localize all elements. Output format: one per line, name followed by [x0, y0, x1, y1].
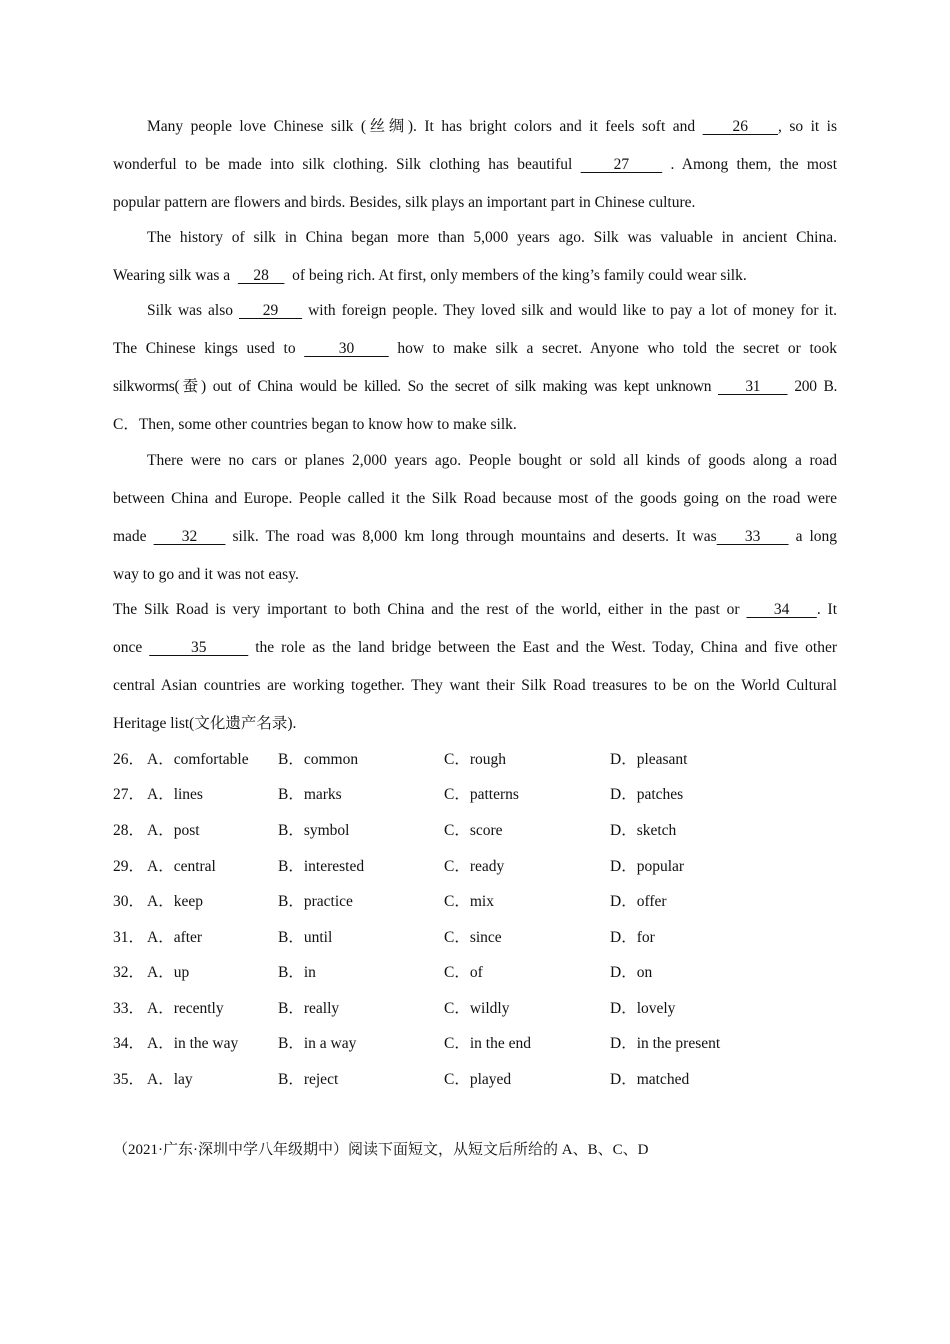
option-b[interactable]: B．practice: [278, 893, 353, 910]
text: Heritage list(文化遗产名录).: [113, 715, 297, 732]
option-a[interactable]: A．keep: [147, 893, 203, 910]
blank-34: 34: [746, 601, 817, 618]
passage-line: [113, 527, 837, 547]
text: between China and Europe. People called it the Silk Road because most of the goods going on the road were: [113, 490, 837, 507]
option-b[interactable]: B．in a way: [278, 1035, 357, 1052]
question-number: 27．: [113, 786, 145, 803]
blank-27: 27: [580, 156, 663, 173]
question-28: [113, 821, 837, 841]
passage-line: [113, 117, 837, 137]
question-33: [113, 999, 837, 1019]
next-section-intro: （2021·广东·深圳中学八年级期中）阅读下面短文，从短文后所给的 A、B、C、D: [113, 1142, 649, 1158]
option-c[interactable]: C．of: [444, 964, 483, 981]
option-d[interactable]: D．patches: [610, 786, 684, 803]
option-b[interactable]: B．reject: [278, 1071, 339, 1088]
option-c[interactable]: C．mix: [444, 893, 494, 910]
blank-33: 33: [716, 528, 789, 545]
passage-line: [113, 301, 837, 321]
question-number: 34．: [113, 1035, 145, 1052]
question-number: 29．: [113, 858, 145, 875]
option-d[interactable]: D．offer: [610, 893, 667, 910]
option-d[interactable]: D．sketch: [610, 822, 677, 839]
option-a[interactable]: A．lay: [147, 1071, 193, 1088]
question-number: 30．: [113, 893, 145, 910]
passage-line: [113, 377, 837, 397]
blank-35: 35: [149, 639, 249, 656]
text: The Silk Road is very important to both China and the rest of the world, either in the past or: [113, 601, 740, 618]
passage-line: [113, 565, 837, 585]
option-b[interactable]: B．interested: [278, 858, 365, 875]
option-a[interactable]: A．in the way: [147, 1035, 239, 1052]
text: of being rich. At first, only members of the king’s family could wear silk.: [292, 267, 747, 284]
text: There were no cars or planes 2,000 years ago. People bought or sold all kinds of goods along a road: [147, 452, 837, 469]
option-d[interactable]: D．on: [610, 964, 653, 981]
text: Silk was also: [147, 302, 233, 319]
question-26: [113, 750, 837, 770]
text: , so it is: [777, 118, 838, 135]
option-b[interactable]: B．common: [278, 751, 359, 768]
passage-line: [113, 193, 837, 213]
question-29: [113, 857, 837, 877]
option-c[interactable]: C．played: [444, 1071, 512, 1088]
passage-line: [113, 714, 837, 734]
blank-31: 31: [718, 378, 788, 395]
text: Wearing silk was a: [113, 267, 231, 284]
question-number: 33．: [113, 1000, 145, 1017]
option-c[interactable]: C．ready: [444, 858, 505, 875]
text: 200 B.: [794, 378, 837, 395]
text: the role as the land bridge between the East and the West. Today, China and five other: [255, 639, 838, 656]
text: how to make silk a secret. Anyone who told the secret or took: [397, 340, 838, 357]
option-a[interactable]: A．lines: [147, 786, 203, 803]
passage-line: [113, 676, 837, 696]
blank-30: 30: [304, 340, 389, 357]
option-c[interactable]: C．rough: [444, 751, 507, 768]
text: silkworms(蚕) out of China would be killed. So the secret of silk making was kept unknown: [113, 378, 712, 395]
question-27: [113, 785, 837, 805]
option-b[interactable]: B．until: [278, 929, 333, 946]
passage-line: [113, 266, 837, 286]
text: once: [113, 639, 143, 656]
text: popular pattern are flowers and birds. Besides, silk plays an important part in Chinese culture.: [113, 194, 696, 211]
option-d[interactable]: D．matched: [610, 1071, 690, 1088]
text: a long: [795, 528, 838, 545]
passage-line: [113, 155, 837, 175]
text: The history of silk in China began more than 5,000 years ago. Silk was valuable in ancient China.: [147, 229, 837, 246]
option-c[interactable]: C．since: [444, 929, 502, 946]
blank-29: 29: [238, 302, 303, 319]
option-a[interactable]: A．comfortable: [147, 751, 249, 768]
passage-line: [113, 339, 837, 359]
text: The Chinese kings used to: [113, 340, 296, 357]
passage-line: [113, 638, 837, 658]
option-a[interactable]: A．after: [147, 929, 203, 946]
option-d[interactable]: D．for: [610, 929, 655, 946]
option-c[interactable]: C．in the end: [444, 1035, 531, 1052]
question-number: 35．: [113, 1071, 145, 1088]
question-number: 31．: [113, 929, 145, 946]
question-34: [113, 1034, 837, 1054]
text: C．Then, some other countries began to know how to make silk.: [113, 416, 517, 433]
blank-32: 32: [153, 528, 226, 545]
question-31: [113, 928, 837, 948]
blank-28: 28: [237, 267, 285, 284]
passage-line: [113, 228, 837, 248]
passage-line: [113, 415, 837, 435]
text: central Asian countries are working together. They want their Silk Road treasures to be on the World Cultural: [113, 677, 837, 694]
question-number: 26．: [113, 751, 145, 768]
question-number: 32．: [113, 964, 145, 981]
option-a[interactable]: A．up: [147, 964, 190, 981]
question-number: 28．: [113, 822, 145, 839]
question-35: [113, 1070, 837, 1090]
text: made: [113, 528, 147, 545]
option-c[interactable]: C．wildly: [444, 1000, 510, 1017]
text: silk. The road was 8,000 km long through mountains and deserts. It was: [232, 528, 717, 545]
text: with foreign people. They loved silk and would like to pay a lot of money for it.: [308, 302, 838, 319]
text: . Among them, the most: [670, 156, 838, 173]
text: Many people love Chinese silk (丝绸). It has bright colors and it feels soft and: [147, 118, 696, 135]
option-d[interactable]: D．in the present: [610, 1035, 721, 1052]
text: . It: [816, 601, 838, 618]
option-c[interactable]: C．score: [444, 822, 503, 839]
passage-line: [113, 600, 837, 620]
option-b[interactable]: B．really: [278, 1000, 340, 1017]
passage-line: [113, 451, 837, 471]
option-a[interactable]: A．recently: [147, 1000, 224, 1017]
question-30: [113, 892, 837, 912]
blank-26: 26: [702, 118, 778, 135]
option-a[interactable]: A．central: [147, 858, 216, 875]
option-a[interactable]: A．post: [147, 822, 200, 839]
option-b[interactable]: B．symbol: [278, 822, 350, 839]
question-32: [113, 963, 837, 983]
option-d[interactable]: D．pleasant: [610, 751, 688, 768]
option-d[interactable]: D．popular: [610, 858, 685, 875]
passage-line: [113, 489, 837, 509]
text: wonderful to be made into silk clothing. Silk clothing has beautiful: [113, 156, 573, 173]
option-d[interactable]: D．lovely: [610, 1000, 676, 1017]
option-c[interactable]: C．patterns: [444, 786, 519, 803]
option-b[interactable]: B．marks: [278, 786, 342, 803]
text: way to go and it was not easy.: [113, 566, 299, 583]
option-b[interactable]: B．in: [278, 964, 316, 981]
